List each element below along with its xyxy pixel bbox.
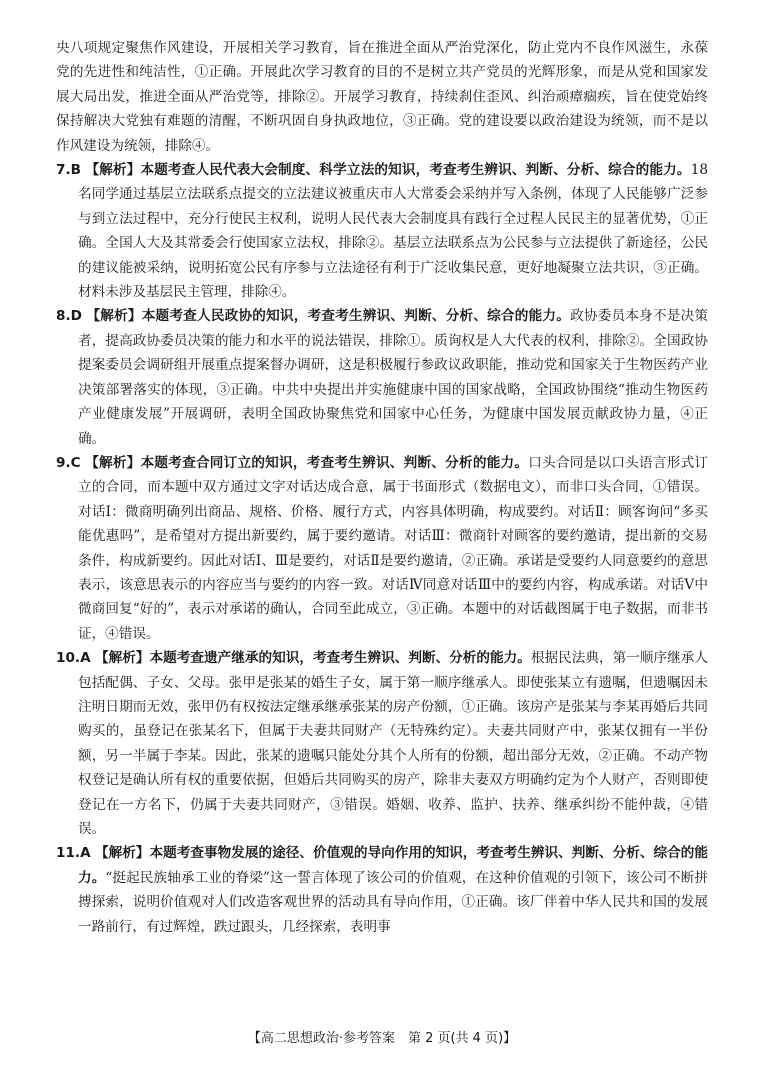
answer-document bbox=[56, 36, 708, 939]
answer-letter: A bbox=[80, 650, 91, 667]
question-8 bbox=[56, 304, 708, 450]
analysis-lead: 【解析】本题考查人民政协的知识，考查考生辨识、判断、分析、综合的能力。 bbox=[86, 308, 571, 325]
analysis-lead: 【解析】本题考查遗产继承的知识，考查考生辨识、判断、分析的能力。 bbox=[94, 650, 531, 667]
analysis-body: 根据民法典，第一顺序继承人包括配偶、子女、父母。张甲是张某的婚生子女，属于第一顺序继承人。即使张某立有遗嘱，但遗嘱因未注明日期而无效，张甲仍有权按法定继承继承张某的房产份额，①正确。该房产是张某与李某再婚后共同购买的，虽登记在张某名下，但属于夫妻共同财产（无特殊约定）。夫妻共同财产中，张某仅拥有一半份额，另一半属于李某。因此，张某的遗嘱只能处分其个人所有的份额，超出部分无效，②正确。不动产物权登记是确认所有权的重要依据，但婚后共同购买的房产，除非夫妻双方明确约定为个人财产，否则即使登记在一方名下，仍属于夫妻共同财产，③错误。婚姻、收养、监护、扶养、继承纠纷不能仲裁，④错误。 bbox=[78, 650, 709, 837]
intro-paragraph: 央八项规定聚焦作风建设，开展相关学习教育，旨在推进全面从严治党深化，防止党内不良作风滋生，永葆党的先进性和纯洁性，①正确。开展此次学习教育的目的不是树立共产党员的光辉形象，而是从党和国家发展大局出发，推进全面从严治党等，排除②。开展学习教育，持续刹住歪风、纠治顽瘴痼疾，旨在使党始终保持解决大党独有难题的清醒，不断巩固自身执政地位，③正确。党的建设要以政治建设为统领，而不是以作风建设为统领，排除④。 bbox=[56, 40, 708, 154]
question-number: 8. bbox=[56, 308, 71, 325]
analysis-body: 政协委员本身不是决策者，提高政协委员决策的能力和水平的说法错误，排除①。质询权是人大代表的权利，排除②。全国政协提案委员会调研组开展重点提案督办调研，这是积极履行参政议政职能，推动党和国家关于生物医药产业决策部署落实的体现，③正确。中共中央提出并实施健康中国的国家战略，全国政协围绕“推动生物医药产业健康发展”开展调研，表明全国政协聚焦党和国家中心任务，为健康中国发展贡献政协力量，④正确。 bbox=[78, 308, 709, 447]
answer-letter: A bbox=[80, 845, 91, 862]
page-footer bbox=[0, 1030, 764, 1048]
question-7 bbox=[56, 158, 708, 304]
question-10 bbox=[56, 646, 708, 841]
analysis-body: “挺起民族轴承工业的脊梁”这一誓言体现了该公司的价值观，在这种价值观的引领下，该公司不断拼搏探索，说明价值观对人们改造客观世界的活动具有导向作用，①正确。该厂伴着中华人民共和国的发展一路前行，有过辉煌，跌过跟头，几经探索，表明事 bbox=[78, 869, 709, 935]
analysis-body: 口头合同是以口头语言形式订立的合同，而本题中双方通过文字对话达成合意，属于书面形式（数据电文），而非口头合同，①错误。对话Ⅰ：微商明确列出商品、规格、价格、履行方式，内容具体明确，构成要约。对话Ⅱ：顾客询问“多买能优惠吗”，是希望对方提出新要约，属于要约邀请。对话Ⅲ：微商针对顾客的要约邀请，提出新的交易条件，构成新要约。因此对话Ⅰ、Ⅲ是要约，对话Ⅱ是要约邀请，②正确。承诺是受要约人同意要约的意思表示，该意思表示的内容应当与要约的内容一致。对话Ⅳ同意对话Ⅲ中的要约内容，构成承诺。对话Ⅴ中微商回复“好的”，表示对承诺的确认，合同至此成立，③正确。本题中的对话截图属于电子数据，而非书证，④错误。 bbox=[78, 454, 709, 642]
question-number: 11. bbox=[56, 845, 81, 862]
analysis-lead: 【解析】本题考查人民代表大会制度、科学立法的知识，考查考生辨识、判断、分析、综合的能力。 bbox=[85, 162, 691, 179]
analysis-body: 18名同学通过基层立法联系点提交的立法建议被重庆市人大常委会采纳并写入条例，体现了人民能够广泛参与到立法过程中，充分行使民主权利，说明人民代表大会制度具有践行全过程人民民主的显著优势，①正确。全国人大及其常委会行使国家立法权，排除②。基层立法联系点为公民参与立法提供了新途径，公民的建议能被采纳，说明拓宽公民有序参与立法途径有利于广泛收集民意，更好地凝聚立法共识，③正确。材料未涉及基层民主管理，排除④。 bbox=[78, 162, 708, 301]
answer-letter: C bbox=[70, 454, 81, 471]
question-number: 7. bbox=[56, 162, 71, 179]
question-number: 9. bbox=[56, 454, 71, 471]
analysis-lead: 【解析】本题考查事物发展的途径、价值观的导向作用的知识，考查考生辨识、判断、分析、综合的能力。 bbox=[78, 845, 708, 886]
question-number: 10. bbox=[56, 650, 81, 667]
analysis-lead: 【解析】本题考查合同订立的知识，考查考生辨识、判断、分析的能力。 bbox=[85, 454, 529, 471]
question-9 bbox=[56, 451, 708, 646]
answer-letter: D bbox=[70, 308, 82, 325]
footer-text: 【高二思想政治·参考答案 第 2 页(共 4 页)】 bbox=[247, 1031, 517, 1046]
answer-letter: B bbox=[70, 162, 81, 179]
question-11 bbox=[56, 841, 708, 939]
